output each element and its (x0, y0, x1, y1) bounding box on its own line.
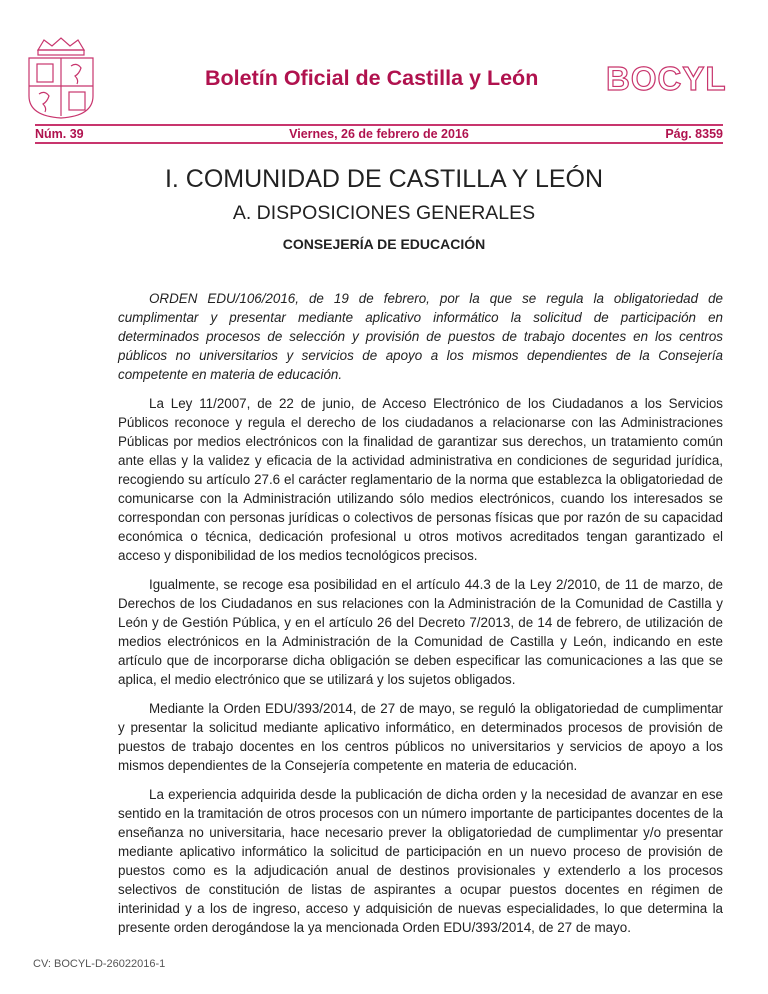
subsection-heading: A. DISPOSICIONES GENERALES (232, 202, 536, 224)
bulletin-title: Boletín Oficial de Castilla y León (205, 66, 539, 90)
section-heading: I. COMUNIDAD DE CASTILLA Y LEÓN (164, 165, 604, 193)
header-rule-bottom (35, 142, 723, 144)
page-number: Pág. 8359 (665, 127, 723, 141)
paragraph: Mediante la Orden EDU/393/2014, de 27 de mayo, se reguló la obligatoriedad de cumplimentar y presentar la solicitud mediante aplicativo informático, en determinados procesos de provisión de puestos de trabajo docentes en los centros públicos no universitarios y servicios de apoyo a los mismos dependientes de la Consejería competente en materia de educación. (118, 701, 723, 773)
issue-date: Viernes, 26 de febrero de 2016 (289, 127, 469, 141)
department-heading: CONSEJERÍA DE EDUCACIÓN (282, 236, 486, 252)
verification-code: CV: BOCYL-D-26022016-1 (33, 958, 166, 970)
coat-of-arms-logo (26, 36, 96, 120)
order-title: ORDEN EDU/106/2016, de 19 de febrero, por la que se regula la obligatoriedad de cumplimentar y presentar mediante aplicativo informático la solicitud de participación en determinados procesos de selección y provisión de puestos de trabajo docentes en los centros públicos no universitarios y servicios de apoyo a los mismos dependientes de la Consejería competente en materia de educación. (118, 291, 723, 382)
document-body (118, 289, 723, 947)
paragraph: La experiencia adquirida desde la publicación de dicha orden y la necesidad de avanzar en ese sentido en la tramitación de otros procesos con un número importante de participantes docentes de la enseñanza no universitaria, hace necesario prever la obligatoriedad de cumplimentar y/o presentar mediante aplicativo informático la solicitud de participación en un nuevo proceso de provisión de puestos como es la adjudicación anual de destinos provisionales y extenderlo a los procesos selectivos de constitución de listas de aspirantes a ocupar puestos docentes en régimen de interinidad y a los de ingreso, acceso y adquisición de nuevas especialidades, lo que determina la presente orden derogándose la ya mencionada Orden EDU/393/2014, de 27 de mayo. (118, 787, 723, 935)
bocyl-logo: BOCYL (606, 60, 727, 97)
paragraph: La Ley 11/2007, de 22 de junio, de Acceso Electrónico de los Ciudadanos a los Servicios Públicos reconoce y regula el derecho de los ciudadanos a relacionarse con las Administraciones Públicas por medios electrónicos con la finalidad de garantizar sus derechos, un tratamiento común ante ellas y la validez y eficacia de la actividad administrativa en condiciones de seguridad jurídica, recogiendo su artículo 27.6 el carácter reglamentario de la norma que establezca la obligatoriedad de comunicarse con la Administración utilizando sólo medios electrónicos, cuando los interesados se correspondan con personas jurídicas o colectivos de personas físicas que por razón de su capacidad económica o técnica, dedicación profesional u otros motivos acreditados tengan garantizado el acceso y disponibilidad de los medios tecnológicos precisos. (118, 396, 723, 563)
issue-number: Núm. 39 (35, 127, 84, 141)
paragraph: Igualmente, se recoge esa posibilidad en el artículo 44.3 de la Ley 2/2010, de 11 de marzo, de Derechos de los Ciudadanos en sus relaciones con la Administración de la Comunidad de Castilla y León y de Gestión Pública, y en el artículo 26 del Decreto 7/2013, de 14 de febrero, de utilización de medios electrónicos en la Administración de la Comunidad de Castilla y León, indicando en este artículo que de incorporarse dicha obligación se deben especificar las comunicaciones a las que se aplica, el medio electrónico que se utilizará y los sujetos obligados. (118, 577, 723, 687)
header-rule-top (35, 124, 723, 126)
